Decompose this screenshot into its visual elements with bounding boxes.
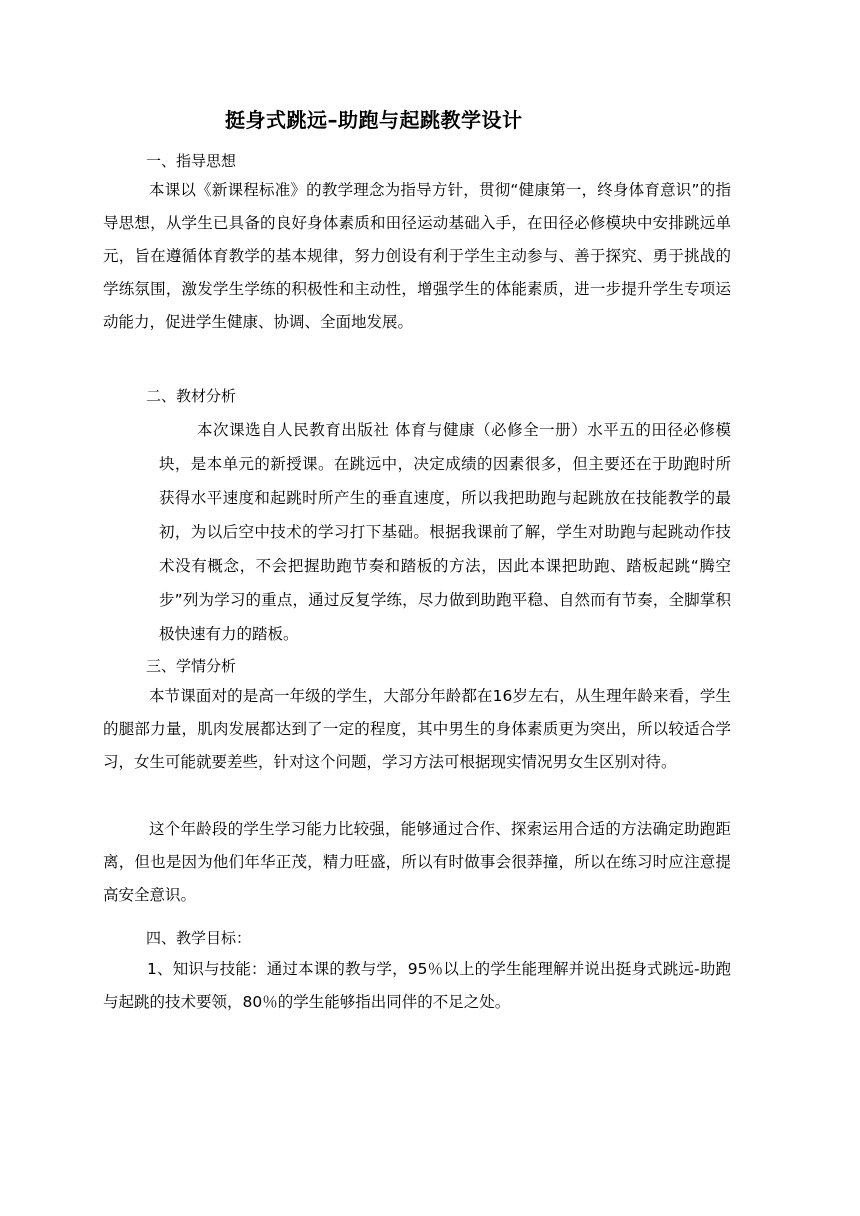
section-heading-textbook-analysis: 二、教材分析 [146, 387, 237, 405]
paragraph-textbook-analysis: 本次课选自人民教育出版社 体育与健康（必修全一册）水平五的田径必修模块，是本单元的新授课。在跳远中，决定成绩的因素很多，但主要还在于助跑时所获得水平速度和起跳时所产生的垂直速度，所以我把助跑与起跳放在技能教学的最初，为以后空中技术的学习打下基础。根据我课前了解，学生对助跑与起跳动作技术没有概念，不会把握助跑节奏和踏板的方法，因此本课把助跑、踏板起跳“腾空步”列为学习的重点，通过反复学练，尽力做到助跑平稳、自然而有节奏，全脚掌积极快速有力的踏板。 [159, 421, 731, 643]
document-title: 挺身式跳远–助跑与起跳教学设计 [225, 108, 523, 132]
section-heading-teaching-goals: 四、教学目标： [146, 929, 252, 947]
paragraph-knowledge-skills-goal: 1、知识与技能：通过本课的教与学，95％以上的学生能理解并说出挺身式跳远-助跑与起跳的技术要领，80％的学生能够指出同伴的不足之处。 [103, 960, 731, 1011]
paragraph-guiding-ideology: 本课以《新课程标准》的教学理念为指导方针，贯彻“健康第一，终身体育意识”的指导思想，从学生已具备的良好身体素质和田径运动基础入手，在田径必修模块中安排跳远单元，旨在遵循体育教学的基本规律，努力创设有利于学生主动参与、善于探究、勇于挑战的学练氛围，激发学生学练的积极性和主动性，增强学生的体能素质，进一步提升学生专项运动能力，促进学生健康、协调、全面地发展。 [103, 181, 731, 331]
section-heading-student-analysis: 三、学情分析 [146, 657, 237, 675]
paragraph-student-analysis-1: 本节课面对的是高一年级的学生，大部分年龄都在16岁左右，从生理年龄来看，学生的腿部力量，肌肉发展都达到了一定的程度，其中男生的身体素质更为突出，所以较适合学习，女生可能就要差些，针对这个问题，学习方法可根据现实情况男女生区别对待。 [103, 687, 731, 771]
paragraph-student-analysis-2: 这个年龄段的学生学习能力比较强，能够通过合作、探索运用合适的方法确定助跑距离，但也是因为他们年华正茂，精力旺盛，所以有时做事会很莽撞，所以在练习时应注意提高安全意识。 [103, 820, 731, 904]
section-heading-guiding-ideology: 一、指导思想 [146, 152, 237, 170]
